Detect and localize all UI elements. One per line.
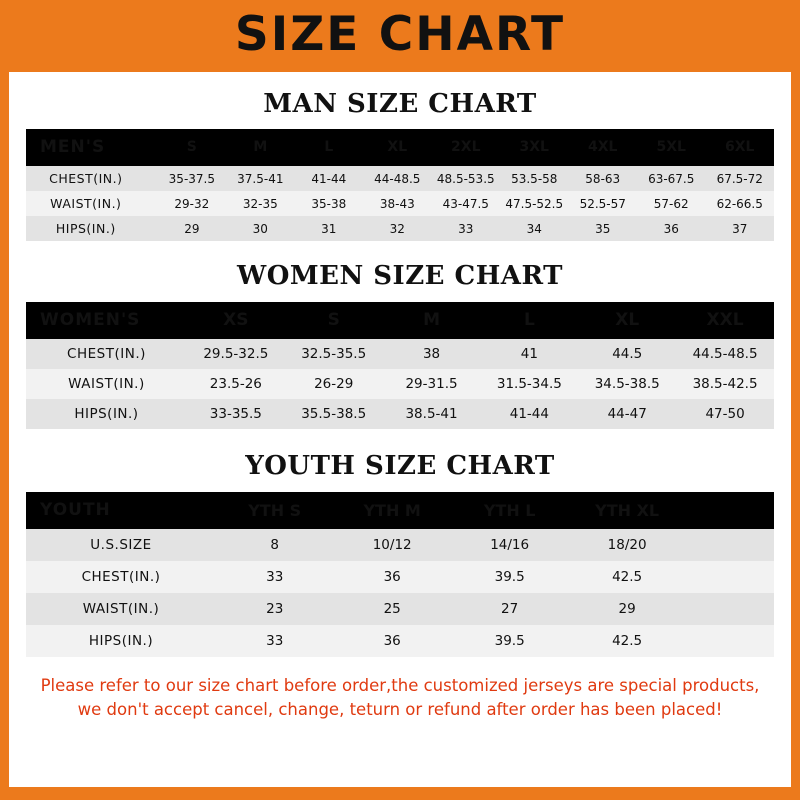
women-header-cell: XL <box>615 310 640 330</box>
table-cell: 32.5-35.5 <box>301 346 367 362</box>
table-cell: 42.5 <box>612 633 643 649</box>
man-header-cell: 4XL <box>588 139 618 155</box>
order-notice <box>26 674 774 722</box>
man-header-cell: L <box>324 139 334 155</box>
table-row <box>26 625 774 657</box>
table-cell: 35-37.5 <box>168 171 215 186</box>
table-cell: 34.5-38.5 <box>594 376 660 392</box>
table-header-row <box>26 302 774 339</box>
table-row <box>26 191 774 216</box>
man-header-cell: MEN'S <box>40 137 106 157</box>
table-cell: 29-32 <box>174 196 210 211</box>
table-cell: 35.5-38.5 <box>301 406 367 422</box>
table-cell: 44-47 <box>607 406 647 422</box>
table-cell: 34 <box>526 221 542 236</box>
man-header-cell: 2XL <box>451 139 481 155</box>
youth-header-cell: YTH S <box>248 500 302 520</box>
table-cell: 42.5 <box>612 569 643 585</box>
page-title: SIZE CHART <box>234 6 566 62</box>
table-row <box>26 166 774 191</box>
row-label: HIPS(IN.) <box>55 221 116 236</box>
man-header-cell: XL <box>387 139 408 155</box>
row-label: U.S.SIZE <box>90 537 152 553</box>
youth-size-table <box>26 492 774 657</box>
table-cell: 33 <box>458 221 474 236</box>
table-cell: 58-63 <box>585 171 621 186</box>
table-cell: 36 <box>663 221 679 236</box>
table-cell: 8 <box>270 537 279 553</box>
table-cell: 10/12 <box>372 537 412 553</box>
women-size-table <box>26 302 774 429</box>
table-cell: 35 <box>595 221 611 236</box>
table-cell: 32-35 <box>242 196 278 211</box>
table-row <box>26 369 774 399</box>
table-row <box>26 529 774 561</box>
table-cell: 37.5-41 <box>237 171 284 186</box>
table-cell: 39.5 <box>494 569 525 585</box>
table-cell: 48.5-53.5 <box>436 171 495 186</box>
man-header-cell: 6XL <box>725 139 755 155</box>
row-label: WAIST(IN.) <box>50 196 122 211</box>
table-cell: 67.5-72 <box>716 171 763 186</box>
women-header-cell: S <box>327 310 340 330</box>
table-cell: 29.5-32.5 <box>203 346 269 362</box>
women-header-cell: L <box>523 310 535 330</box>
footer-bar <box>0 787 800 800</box>
man-header-cell: M <box>253 139 268 155</box>
table-cell: 39.5 <box>494 633 525 649</box>
table-cell: 36 <box>383 569 401 585</box>
table-cell: 31 <box>321 221 337 236</box>
table-cell: 44.5-48.5 <box>692 346 758 362</box>
women-header-cell: M <box>423 310 440 330</box>
youth-header-cell: YTH L <box>483 500 536 520</box>
women-section-title: WOMEN SIZE CHART <box>237 261 563 291</box>
page-banner <box>0 0 800 72</box>
table-cell: 38-43 <box>379 196 415 211</box>
youth-section-title: YOUTH SIZE CHART <box>245 451 555 481</box>
youth-header-cell: YTH XL <box>595 500 660 520</box>
man-size-table <box>26 129 774 241</box>
table-cell: 47.5-52.5 <box>505 196 564 211</box>
table-cell: 33 <box>266 569 284 585</box>
table-cell-empty <box>686 561 774 593</box>
table-cell: 32 <box>389 221 405 236</box>
table-cell: 44-48.5 <box>374 171 421 186</box>
youth-header-cell: YTH M <box>363 500 421 520</box>
table-cell: 38.5-41 <box>405 406 458 422</box>
table-cell: 27 <box>501 601 519 617</box>
table-cell: 35-38 <box>311 196 347 211</box>
table-cell-empty <box>686 593 774 625</box>
table-cell: 29-31.5 <box>405 376 458 392</box>
youth-header-cell: YOUTH <box>40 500 111 520</box>
row-label: HIPS(IN.) <box>88 633 154 649</box>
man-section-title: MAN SIZE CHART <box>263 89 537 119</box>
women-header-cell: WOMEN'S <box>40 310 141 330</box>
table-row <box>26 561 774 593</box>
table-cell: 43-47.5 <box>442 196 489 211</box>
table-cell: 38.5-42.5 <box>692 376 758 392</box>
row-label: CHEST(IN.) <box>67 346 146 362</box>
table-cell-empty <box>686 529 774 561</box>
row-label: WAIST(IN.) <box>82 601 160 617</box>
table-cell: 44.5 <box>612 346 643 362</box>
table-row <box>26 339 774 369</box>
youth-table-body <box>26 529 774 657</box>
table-row <box>26 399 774 429</box>
table-row <box>26 593 774 625</box>
table-cell: 52.5-57 <box>579 196 626 211</box>
table-cell: 33 <box>266 633 284 649</box>
women-header-cell: XXL <box>706 310 744 330</box>
table-cell: 57-62 <box>653 196 689 211</box>
table-cell-empty <box>686 625 774 657</box>
table-cell: 31.5-34.5 <box>496 376 562 392</box>
women-header-cell: XS <box>223 310 249 330</box>
table-cell: 41 <box>520 346 538 362</box>
youth-header-spacer <box>686 492 774 529</box>
table-cell: 23 <box>266 601 284 617</box>
row-label: WAIST(IN.) <box>68 376 145 392</box>
table-cell: 26-29 <box>314 376 354 392</box>
table-cell: 29 <box>184 221 200 236</box>
table-cell: 62-66.5 <box>716 196 763 211</box>
table-cell: 29 <box>618 601 636 617</box>
youth-table-header <box>26 492 774 529</box>
table-header-row <box>26 492 774 529</box>
table-cell: 14/16 <box>490 537 530 553</box>
notice-line-2: we don't accept cancel, change, teturn or refund after order has been placed! <box>77 699 723 719</box>
table-cell: 53.5-58 <box>511 171 558 186</box>
chart-content <box>9 89 791 722</box>
man-header-cell: S <box>186 139 197 155</box>
women-table-header <box>26 302 774 339</box>
table-header-row <box>26 129 774 166</box>
table-cell: 36 <box>383 633 401 649</box>
table-cell: 18/20 <box>607 537 647 553</box>
table-cell: 25 <box>383 601 401 617</box>
women-table-body <box>26 339 774 429</box>
table-cell: 33-35.5 <box>209 406 262 422</box>
table-cell: 37 <box>732 221 748 236</box>
table-cell: 30 <box>252 221 268 236</box>
table-cell: 63-67.5 <box>648 171 695 186</box>
row-label: CHEST(IN.) <box>81 569 161 585</box>
table-cell: 23.5-26 <box>209 376 262 392</box>
table-cell: 41-44 <box>311 171 347 186</box>
notice-line-1: Please refer to our size chart before order,the customized jerseys are special products, <box>40 676 760 695</box>
table-row <box>26 216 774 241</box>
row-label: CHEST(IN.) <box>49 171 123 186</box>
man-table-header <box>26 129 774 166</box>
table-cell: 38 <box>422 346 441 362</box>
man-header-cell: 3XL <box>519 139 549 155</box>
table-cell: 41-44 <box>509 406 549 422</box>
man-header-cell: 5XL <box>656 139 686 155</box>
row-label: HIPS(IN.) <box>74 406 139 422</box>
table-cell: 47-50 <box>705 406 745 422</box>
man-table-body <box>26 166 774 241</box>
